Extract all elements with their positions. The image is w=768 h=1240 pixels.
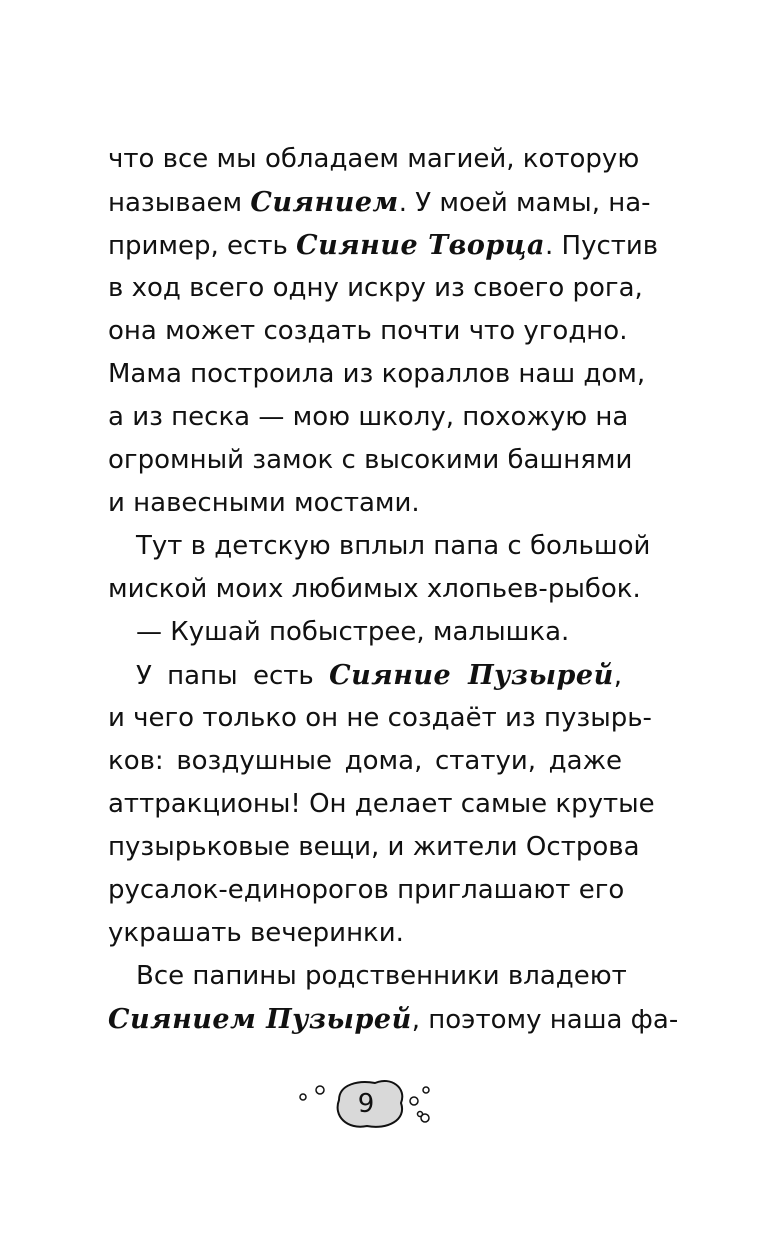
text-line [108, 568, 641, 611]
text-line [108, 740, 622, 783]
text-line [108, 224, 659, 267]
text-line [136, 525, 651, 568]
text-line [136, 955, 627, 998]
text-line [108, 138, 640, 181]
text-run: ков: воздушные дома, статуи, даже [108, 746, 622, 776]
magic-term: Сияние Пузырей [329, 660, 614, 691]
text-run: называем [108, 188, 251, 218]
text-run: пузырьковые вещи, и жители Острова [108, 832, 640, 862]
text-run: пример, есть [108, 231, 297, 261]
text-line [136, 611, 622, 654]
magic-term: Сиянием [250, 187, 399, 218]
text-run: миской моих любимых хлопьев-рыбок. [108, 574, 641, 604]
text-line [108, 267, 643, 310]
text-line [108, 869, 625, 912]
text-run: . У моей мамы, на- [398, 188, 651, 218]
magic-term: Сиянием Пузырей [108, 1004, 412, 1035]
text-run: , поэтому наша фа- [411, 1005, 679, 1035]
text-run: а из песка — мою школу, похожую на [108, 402, 629, 432]
text-run: огромный замок с высокими башнями [108, 445, 633, 475]
text-run: и чего только он не создаёт из пузырь- [108, 703, 652, 733]
text-run: Мама построила из кораллов наш дом, [108, 359, 646, 389]
text-line [108, 439, 633, 482]
text-line [108, 310, 628, 353]
text-line [108, 912, 622, 955]
text-line [108, 998, 679, 1041]
text-line [108, 697, 652, 740]
page-number: 9 [357, 1089, 375, 1119]
text-line [108, 396, 629, 439]
magic-term: Сияние Творца [296, 230, 545, 261]
text-line [136, 654, 622, 697]
text-line [108, 783, 655, 826]
text-run: У папы есть [136, 661, 330, 691]
text-run: она может создать почти что угодно. [108, 316, 628, 346]
text-run: Все папины родственники владеют [136, 961, 627, 991]
page-number-ornament [295, 1070, 435, 1142]
text-line [108, 826, 640, 869]
text-run: что все мы обладаем магией, которую [108, 144, 640, 174]
text-run: аттракционы! Он делает самые крутые [108, 789, 655, 819]
text-line [108, 353, 646, 396]
text-run: . Пустив [544, 231, 659, 261]
text-run: украшать вечеринки. [108, 918, 404, 948]
text-run: русалок-единорогов приглашают его [108, 875, 625, 905]
text-run: в ход всего одну искру из своего рога, [108, 273, 643, 303]
text-line [108, 482, 622, 525]
text-line [108, 181, 651, 224]
text-run: — Кушай побыстрее, малышка. [136, 617, 570, 647]
text-run: , [613, 661, 622, 691]
text-run: и навесными мостами. [108, 488, 420, 518]
text-run: Тут в детскую вплыл папа с большой [136, 531, 651, 561]
